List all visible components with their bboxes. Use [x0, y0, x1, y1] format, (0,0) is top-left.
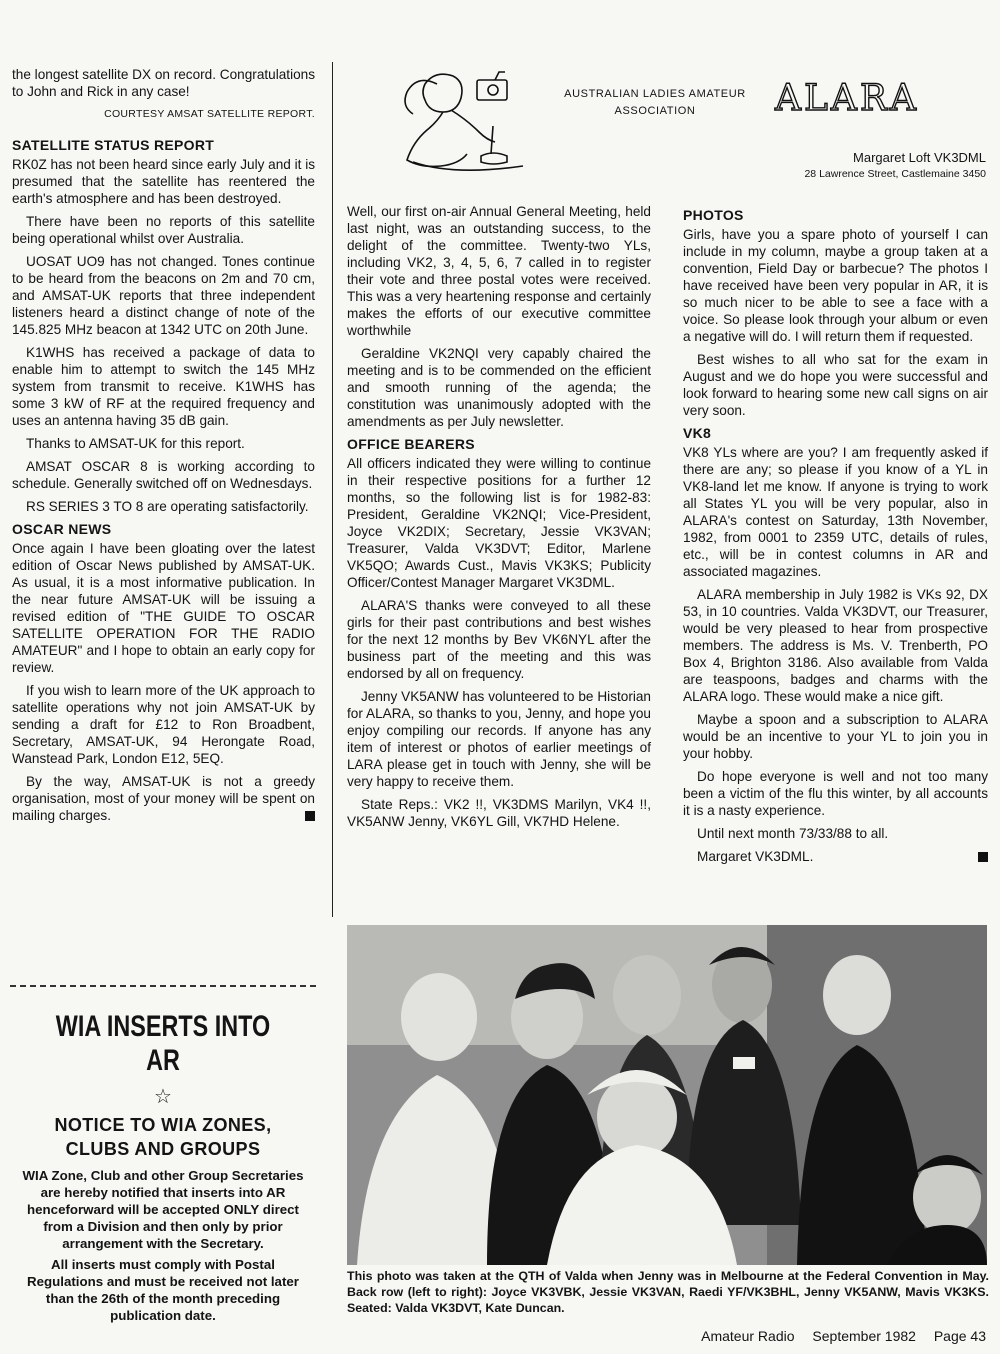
group-photo-image	[347, 925, 987, 1265]
vk8-paragraph: ALARA membership in July 1982 is VKs 92, DX 53, in 10 countries. Valda VK3DVT, our Treasurer, would be very pleased to hear from prospective members. The address is Ms. V. Trenberth, PO Box 4, Brighton 3186. Also available from Valda are teaspoons, badges and charms with the ALARA logo. These would make a nice gift.	[683, 587, 988, 704]
sign-off: Until next month 73/33/88 to all.	[697, 826, 889, 841]
star-icon: ☆	[154, 1086, 172, 1108]
status-paragraph: AMSAT OSCAR 8 is working according to schedule. Generally switched off on Wednesdays.	[12, 459, 315, 491]
agm-paragraph: Well, our first on-air Annual General Meeting, held last night, was an outstanding success, to the delight of the committee. Twenty-two YLs, including VK2, 3, 4, 5, 6, 7 called in to register their vote and three postal votes were received. This was a very heartening response and certainly makes the efforts of our executive committee worthwhile	[347, 204, 651, 338]
wia-notice-box	[12, 1010, 314, 1328]
alara-header	[345, 62, 990, 202]
right-column	[683, 203, 988, 871]
courtesy-credit: COURTESY AMSAT SATELLITE REPORT.	[104, 108, 315, 120]
status-paragraph: RS SERIES 3 TO 8 are operating satisfactorily.	[26, 499, 309, 514]
satellite-status-heading: SATELLITE STATUS REPORT	[12, 137, 215, 153]
vk8-paragraph: Do hope everyone is well and not too many been a victim of the flu this winter, by all accounts it is a nasty experience.	[683, 769, 988, 818]
middle-column	[347, 203, 651, 836]
status-paragraph: K1WHS has received a package of data to enable him to attempt to switch the 145 MHz system from transmit to receive. K1WHS has some 3 kW of RF at the required frequency and uses an antenna having 35 dB gain.	[12, 345, 315, 428]
oscar-paragraph: Once again I have been gloating over the latest edition of Oscar News published by AMSAT-UK. As usual, it is a most informative publication. In the near future AMSAT-UK will be issuing a revised edition of "THE GUIDE TO OSCAR SATELLITE OPERATION FOR THE RADIO AMATEUR" and I hope to obtain an early copy for review.	[12, 541, 315, 675]
page-number: Page 43	[933, 1328, 986, 1344]
wia-subtitle-line: NOTICE TO WIA ZONES,	[54, 1115, 272, 1135]
association-line: AUSTRALIAN LADIES AMATEUR	[564, 88, 746, 100]
radio-operator-sketch-icon	[385, 66, 535, 186]
page-footer	[687, 1328, 986, 1344]
vk8-heading: VK8	[683, 425, 712, 441]
issue-date: September 1982	[812, 1328, 916, 1344]
oscar-paragraph: If you wish to learn more of the UK approach to satellite operations why not join AMSAT-UK by sending a draft for £12 to Ron Broadbent, Secretary, AMSAT-UK, 94 Herongate Road, Wanstead Park, London E12, 5EQ.	[12, 683, 315, 766]
column-divider	[332, 62, 333, 917]
status-paragraph: Thanks to AMSAT-UK for this report.	[26, 436, 245, 451]
office-paragraph: Jenny VK5ANW has volunteered to be Historian for ALARA, so thanks to you, Jenny, and hope you enjoy compiling our records. If anyone has any item of interest or photos of earlier meetings of LARA please get in touch with Jenny, she will be very happy to receive them.	[347, 689, 651, 789]
association-name	[550, 86, 760, 120]
status-paragraph: There have been no reports of this satellite being operational whilst over Australia.	[12, 214, 315, 246]
wia-body-text: All inserts must comply with Postal Regulations and must be received not later than the 26th of the month preceding publication date.	[27, 1257, 299, 1323]
author-address: 28 Lawrence Street, Castlemaine 3450	[804, 168, 986, 180]
intro-paragraph: the longest satellite DX on record. Congratulations to John and Rick in any case!	[12, 67, 316, 99]
office-paragraph: All officers indicated they were willing to continue in their respective positions for a further 12 months, so the following list is for 1982-83: President, Geraldine VK2NQI; Vice-President, Joyce VK2DIX; Secretary, Jessie VK3VAN; Treasurer, Valda VK3DVT; Editor, Marlene VK5QO; Awards Cust., Mavis VK3KS; Publicity Officer/Contest Manager Margaret VK3DML.	[347, 456, 651, 590]
agm-paragraph: Geraldine VK2NQI very capably chaired the meeting and is to be commended on the efficient and smooth running of the agenda; the constitution was unanimously adopted with the amendments as per July newsletter.	[347, 346, 651, 429]
photos-paragraph: Best wishes to all who sat for the exam in August and we do hope you were successful and look forward to hearing some new call signs on air very soon.	[683, 352, 988, 418]
wia-subtitle	[12, 1113, 314, 1161]
vk8-paragraph: Maybe a spoon and a subscription to ALARA would be an incentive to your YL to join you in your hobby.	[683, 712, 988, 761]
wia-subtitle-line: CLUBS AND GROUPS	[65, 1139, 261, 1159]
signature-line	[683, 848, 988, 865]
column-author: Margaret Loft VK3DML	[853, 150, 986, 165]
photos-paragraph: Girls, have you a spare photo of yourself I can include in my column, maybe a group taken at a convention, Field Day or barbecue? The photos I have received have been very popular in AR, it is so much nicer to be able to see a face with a voice. So please look through your album or even a negative will do. I will return them if requested.	[683, 227, 988, 344]
dashed-divider	[10, 985, 316, 987]
wia-body-text: WIA Zone, Club and other Group Secretaries are hereby notified that inserts into AR henceforward will be accepted ONLY direct from a Division and then only by prior arrangement with the Secretary.	[22, 1168, 304, 1251]
office-paragraph: State Reps.: VK2 !!, VK3DMS Marilyn, VK4 !!, VK5ANW Jenny, VK6YL Gill, VK7HD Helene.	[347, 797, 651, 829]
office-bearers-heading: OFFICE BEARERS	[347, 436, 475, 452]
photo-caption: This photo was taken at the QTH of Valda when Jenny was in Melbourne at the Federal Convention in May. Back row (left to right): Joyce VK3VBK, Jessie VK3VAN, Raedi YF/VK3BHL, Jenny VK5ANW, Mavis VK3KS. Seated: Valda VK3DVT, Kate Duncan.	[347, 1269, 989, 1315]
signature: Margaret VK3DML.	[697, 849, 814, 864]
end-mark	[978, 852, 988, 862]
status-paragraph: UOSAT UO9 has not changed. Tones continue to be heard from the beacons on 2m and 70 cm, and AMSAT-UK reports that three independent listeners heard a distinct change of note of the 145.825 MHz beacon at 1342 UTC on 20th June.	[12, 254, 315, 337]
office-paragraph: ALARA'S thanks were conveyed to all these girls for their past contributions and best wishes for the next 12 months by Bev VK6NYL after the business part of the meeting and this was endorsed by all on frequency.	[347, 598, 651, 681]
alara-logo: ALARA	[775, 78, 920, 119]
group-photo	[347, 925, 987, 1265]
oscar-last-text: By the way, AMSAT-UK is not a greedy organisation, most of your money will be spent on mailing charges.	[12, 774, 315, 823]
oscar-paragraph	[12, 773, 315, 824]
photos-heading: PHOTOS	[683, 207, 744, 223]
oscar-news-heading: OSCAR NEWS	[12, 521, 112, 537]
association-line: ASSOCIATION	[614, 105, 696, 117]
left-column	[12, 66, 315, 830]
magazine-name: Amateur Radio	[701, 1328, 795, 1344]
status-paragraph: RK0Z has not been heard since early July and it is presumed that the satellite has reentered the earth's atmosphere and has been destroyed.	[12, 157, 316, 206]
end-mark	[305, 811, 315, 821]
vk8-paragraph: VK8 YLs where are you? I am frequently asked if there are any; so please if you know of a YL in VK8-land let me know. If anyone is trying to work all States YL you will be very popular, also in ALARA's contest on Saturday, 13th November, 1982, from 0001 to 2359 UTC, details of rules, etc., will be in contest columns in AR and associated magazines.	[683, 445, 988, 579]
wia-title: WIA INSERTS INTO AR	[55, 1010, 271, 1077]
